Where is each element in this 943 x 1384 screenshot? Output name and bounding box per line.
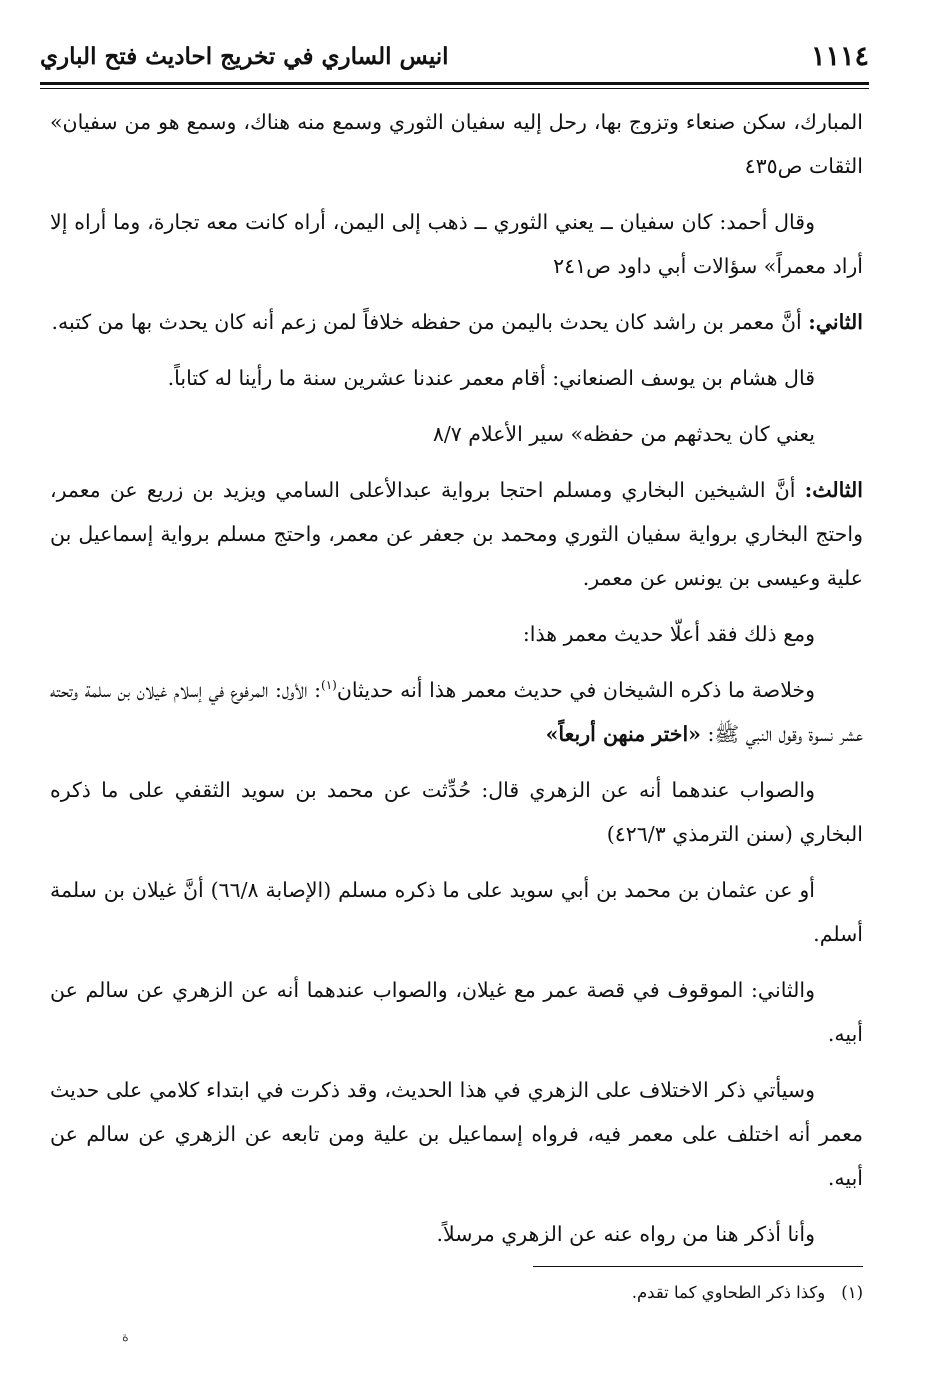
paragraph-text: وقال أحمد: كان سفيان ــ يعني الثوري ــ ذهب إلى اليمن، أراه كانت معه تجارة، وما أراه إلا أراد معمراً» سؤالات أبي داود ص٢٤١ bbox=[50, 210, 863, 278]
paragraph-text: أو عن عثمان بن محمد بن أبي سويد على ما ذكره مسلم (الإصابة ٦٦/٨) أنَّ غيلان بن سلمة أسلم. bbox=[50, 878, 863, 946]
footnote bbox=[50, 1280, 863, 1306]
page-mark: ة bbox=[122, 1330, 129, 1345]
footnote-rule bbox=[533, 1266, 863, 1267]
paragraph-1 bbox=[50, 100, 863, 188]
footnote-reference[interactable]: (١) bbox=[321, 678, 337, 693]
page-number: ١١١٤ bbox=[810, 40, 869, 72]
header-rule bbox=[40, 82, 869, 89]
hadith-quote: «اختر منهن أربعاً» bbox=[545, 722, 701, 746]
paragraph-lead: الثالث: bbox=[804, 478, 863, 502]
footnote-text: وكذا ذكر الطحاوي كما تقدم. bbox=[631, 1283, 826, 1302]
paragraph-6 bbox=[50, 468, 863, 600]
paragraph-7 bbox=[50, 612, 863, 656]
paragraph-text: المبارك، سكن صنعاء وتزوج بها، رحل إليه سفيان الثوري وسمع منه هناك، وسمع هو من سفيان» الثقات ص٤٣٥ bbox=[50, 110, 863, 178]
paragraph-text: : الأول: المرفوع في إسلام غيلان بن سلمة وتحته عشر نسوة وقول النبي ﷺ: bbox=[50, 678, 863, 746]
paragraph-8 bbox=[50, 668, 863, 756]
paragraph-text: وأنا أذكر هنا من رواه عنه عن الزهري مرسلاً. bbox=[436, 1222, 815, 1246]
paragraph-9 bbox=[50, 768, 863, 856]
book-title: انيس الساري في تخريج احاديث فتح الباري bbox=[40, 42, 449, 70]
paragraph-text: يعني كان يحدثهم من حفظه» سير الأعلام ٨/٧ bbox=[432, 422, 815, 446]
paragraph-11 bbox=[50, 968, 863, 1056]
paragraph-10 bbox=[50, 868, 863, 956]
main-text bbox=[50, 100, 863, 1268]
paragraph-text: والثاني: الموقوف في قصة عمر مع غيلان، والصواب عندهما أنه عن الزهري عن سالم عن أبيه. bbox=[50, 978, 863, 1046]
paragraph-13 bbox=[50, 1212, 863, 1256]
running-head bbox=[40, 30, 869, 82]
paragraph-text: قال هشام بن يوسف الصنعاني: أقام معمر عندنا عشرين سنة ما رأينا له كتاباً. bbox=[167, 366, 815, 390]
paragraph-text: وسيأتي ذكر الاختلاف على الزهري في هذا الحديث، وقد ذكرت في ابتداء كلامي على حديث معمر أنه اختلف على معمر فيه، فرواه إسماعيل بن علية ومن تابعه عن الزهري عن سالم عن أبيه. bbox=[50, 1078, 863, 1190]
paragraph-text: ومع ذلك فقد أعلّا حديث معمر هذا: bbox=[522, 622, 815, 646]
paragraph-3 bbox=[50, 300, 863, 344]
paragraph-text: أنَّ معمر بن راشد كان يحدث باليمن من حفظه خلافاً لمن زعم أنه كان يحدث بها من كتبه. bbox=[51, 310, 809, 334]
paragraph-lead: الثاني: bbox=[808, 310, 863, 334]
paragraph-text: وخلاصة ما ذكره الشيخان في حديث معمر هذا أنه حديثان bbox=[336, 678, 816, 702]
paragraph-12 bbox=[50, 1068, 863, 1200]
paragraph-text: أنَّ الشيخين البخاري ومسلم احتجا برواية عبدالأعلى السامي ويزيد بن زريع عن معمر، واحتج البخاري برواية سفيان الثوري ومحمد بن جعفر عن معمر، واحتج مسلم برواية إسماعيل بن علية وعيسى بن يونس عن معمر. bbox=[50, 478, 863, 590]
paragraph-2 bbox=[50, 200, 863, 288]
paragraph-5 bbox=[50, 412, 863, 456]
paragraph-4 bbox=[50, 356, 863, 400]
footnote-marker: (١) bbox=[841, 1283, 863, 1302]
paragraph-text: والصواب عندهما أنه عن الزهري قال: حُدِّثت عن محمد بن سويد الثقفي على ما ذكره البخاري (سنن الترمذي ٤٢٦/٣) bbox=[50, 778, 863, 846]
